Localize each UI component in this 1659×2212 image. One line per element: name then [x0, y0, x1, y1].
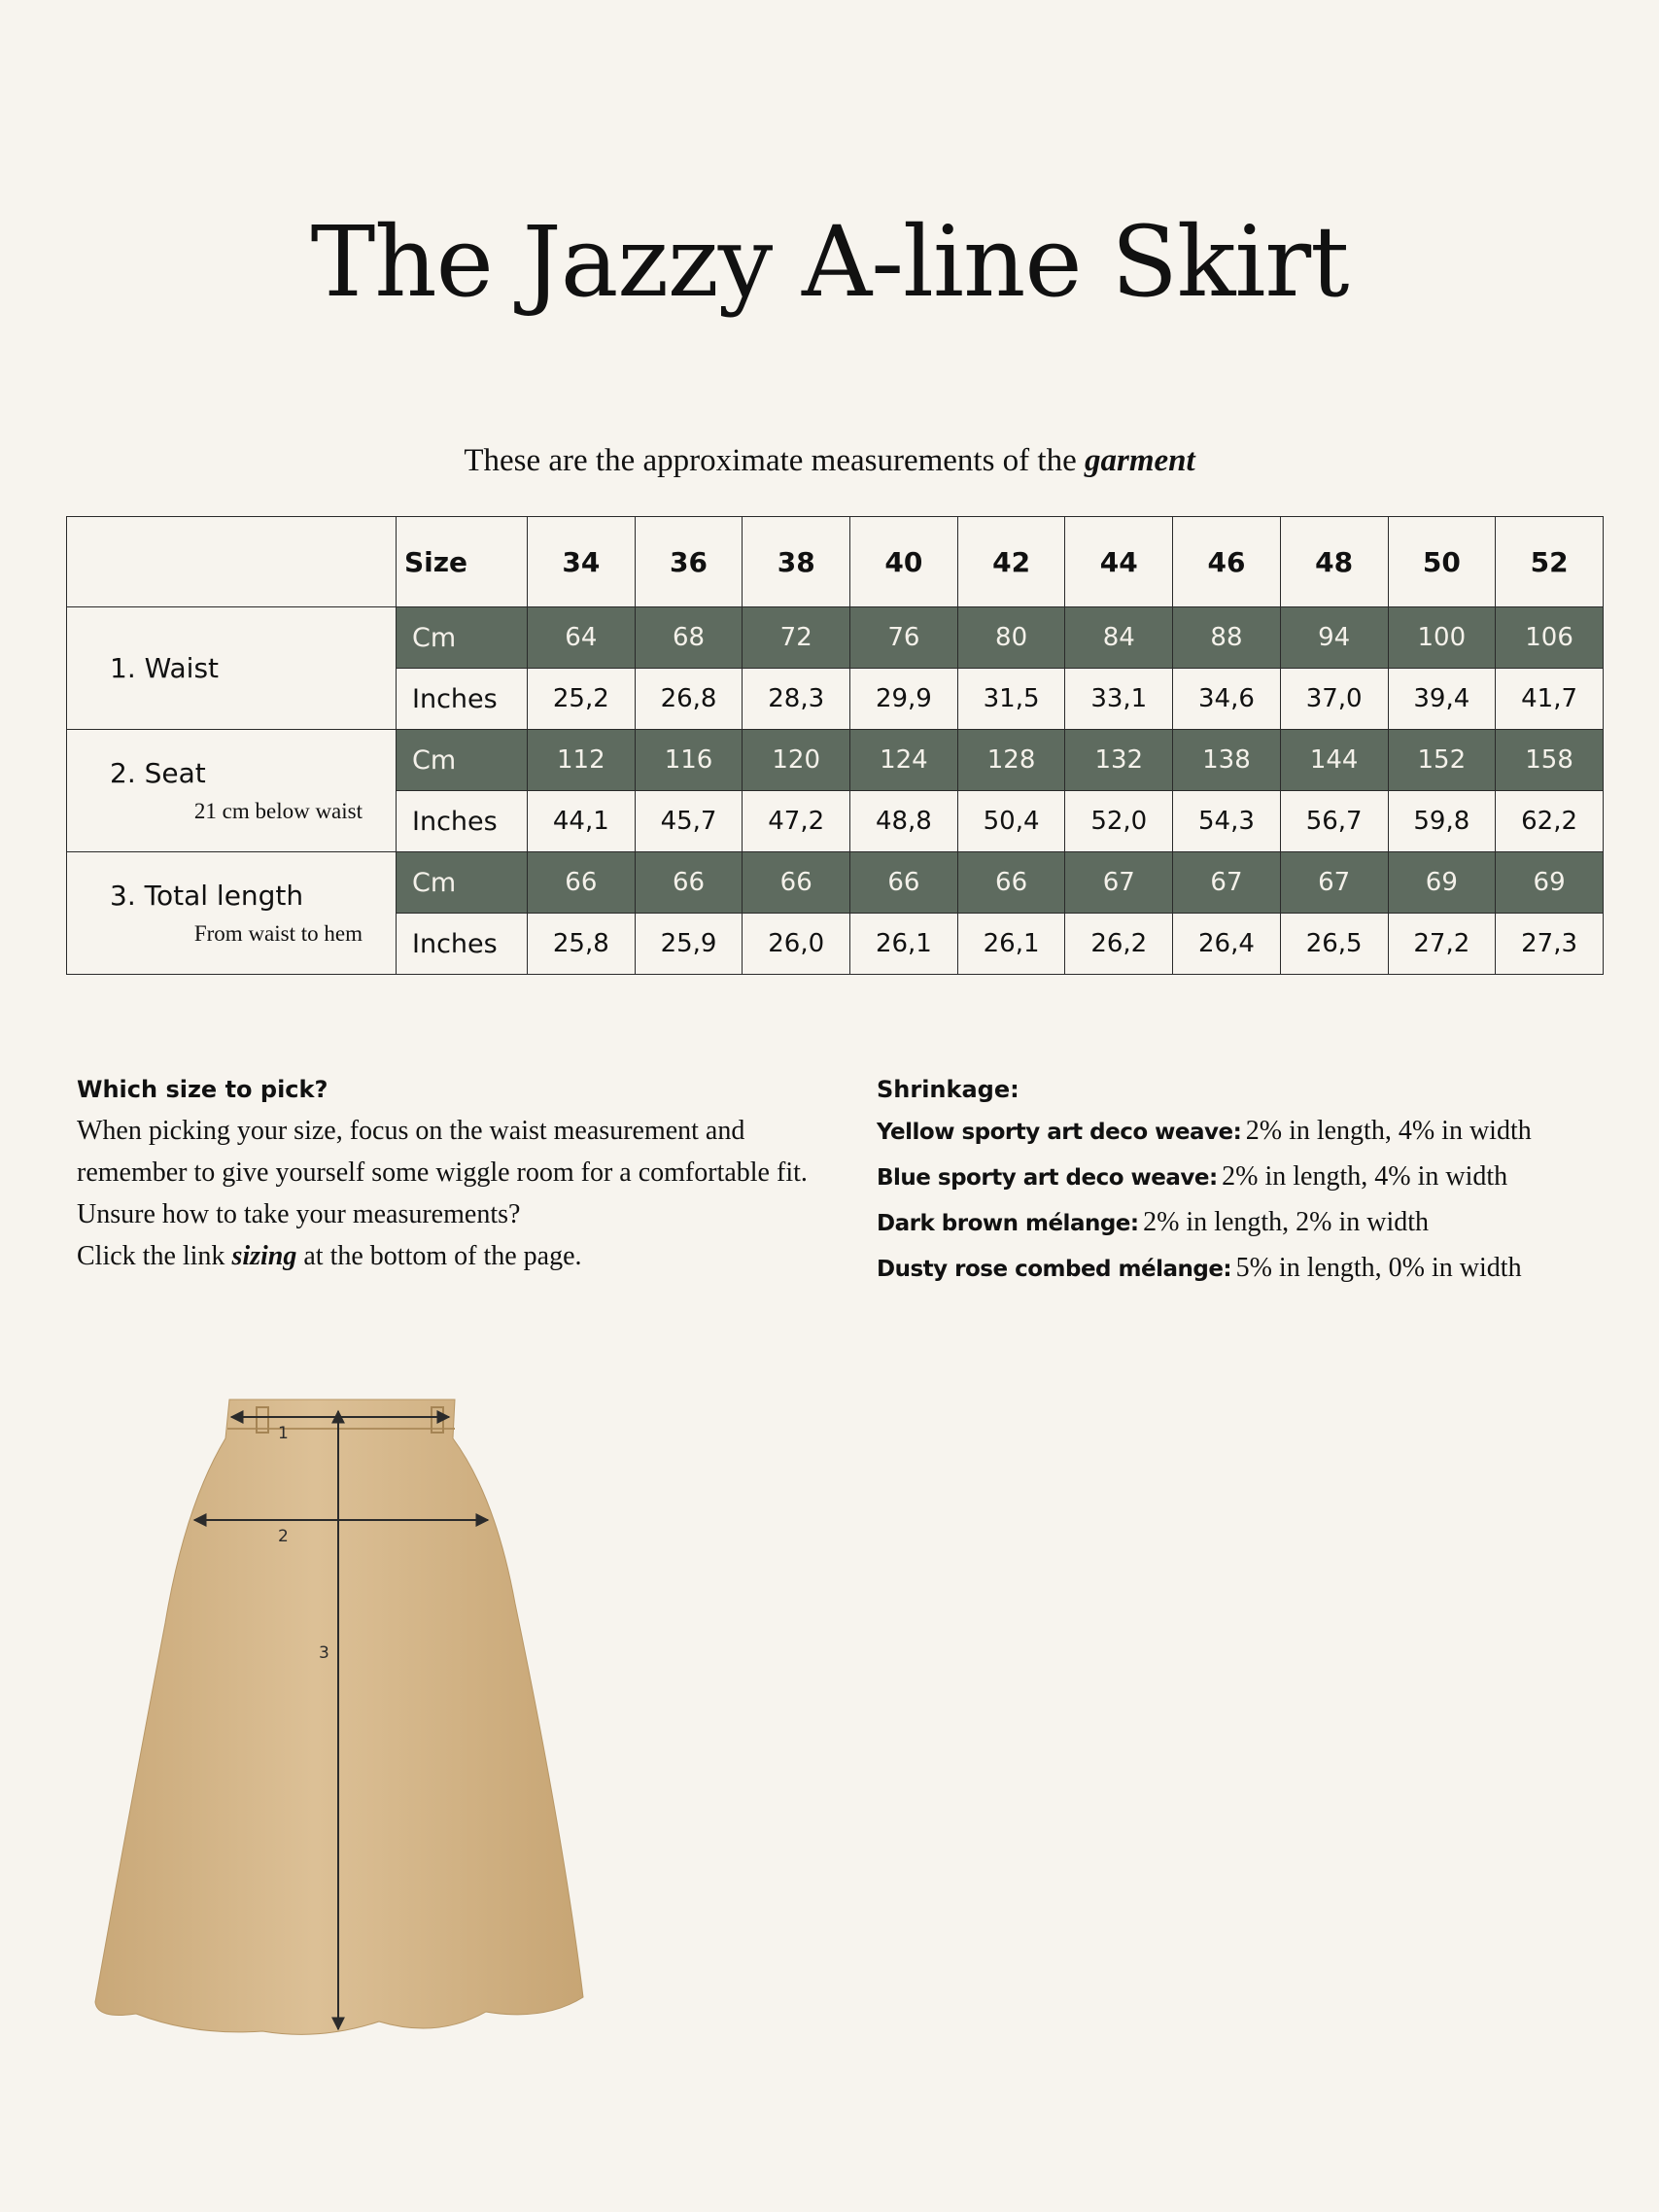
inch-value-cell: 28,3	[743, 669, 850, 730]
shrinkage-list	[877, 1110, 1635, 1293]
waist-label: 1	[278, 1424, 289, 1443]
cm-value-cell: 66	[743, 852, 850, 914]
size-column-header: 52	[1496, 517, 1604, 607]
size-column-header: 50	[1388, 517, 1496, 607]
cm-value-cell: 69	[1388, 852, 1496, 914]
inch-value-cell: 39,4	[1388, 669, 1496, 730]
measurement-label-cell	[67, 852, 397, 975]
cm-value-cell: 66	[635, 852, 743, 914]
measurement-label-wrap	[110, 757, 396, 824]
cm-value-cell: 76	[850, 607, 958, 669]
inch-value-cell: 27,3	[1496, 914, 1604, 975]
shrinkage-item	[877, 1156, 1635, 1201]
measurement-label-wrap	[110, 880, 396, 947]
unit-label-inches: Inches	[397, 914, 528, 975]
page-title: The Jazzy A-line Skirt	[310, 205, 1349, 319]
unit-label-cm: Cm	[397, 607, 528, 669]
inch-value-cell: 33,1	[1065, 669, 1173, 730]
cm-value-cell: 116	[635, 730, 743, 791]
cm-value-cell: 69	[1496, 852, 1604, 914]
inch-value-cell: 41,7	[1496, 669, 1604, 730]
subtitle-text: These are the approximate measurements of the	[464, 443, 1077, 478]
seat-label: 2	[278, 1527, 289, 1546]
cm-value-cell: 66	[528, 852, 636, 914]
inch-value-cell: 37,0	[1280, 669, 1388, 730]
subtitle-emphasis: garment	[1084, 443, 1195, 478]
cm-value-cell: 72	[743, 607, 850, 669]
inch-value-cell: 52,0	[1065, 791, 1173, 852]
cm-value-cell: 68	[635, 607, 743, 669]
advice-link-pre: Click the link	[77, 1241, 225, 1271]
shrinkage-item	[877, 1201, 1635, 1247]
shrinkage-fabric: Yellow sporty art deco weave:	[877, 1120, 1242, 1145]
cm-value-cell: 67	[1173, 852, 1281, 914]
inch-value-cell: 26,4	[1173, 914, 1281, 975]
measurement-label-cell	[67, 730, 397, 852]
cm-value-cell: 158	[1496, 730, 1604, 791]
inch-value-cell: 26,5	[1280, 914, 1388, 975]
sizing-link[interactable]: sizing	[231, 1241, 297, 1271]
measurement-name: 3. Total length	[110, 880, 304, 912]
shrinkage-fabric: Blue sporty art deco weave:	[877, 1165, 1218, 1191]
shrinkage-section	[877, 1069, 1635, 1293]
inch-value-cell: 45,7	[635, 791, 743, 852]
size-column-header: 48	[1280, 517, 1388, 607]
cm-value-cell: 94	[1280, 607, 1388, 669]
size-advice	[77, 1069, 815, 1277]
measurement-row-cm	[67, 730, 1604, 791]
inch-value-cell: 47,2	[743, 791, 850, 852]
size-column-header: 46	[1173, 517, 1281, 607]
shrinkage-value: 2% in length, 4% in width	[1222, 1161, 1508, 1192]
inch-value-cell: 48,8	[850, 791, 958, 852]
inch-value-cell: 25,2	[528, 669, 636, 730]
inch-value-cell: 54,3	[1173, 791, 1281, 852]
cm-value-cell: 64	[528, 607, 636, 669]
inch-value-cell: 25,9	[635, 914, 743, 975]
size-column-header: 34	[528, 517, 636, 607]
shrinkage-value: 5% in length, 0% in width	[1235, 1253, 1522, 1283]
cm-value-cell: 84	[1065, 607, 1173, 669]
advice-text: When picking your size, focus on the waist measurement and remember to give yourself some wiggle room for a comfortable fit.	[77, 1116, 808, 1188]
inch-value-cell: 44,1	[528, 791, 636, 852]
unit-label-cm: Cm	[397, 852, 528, 914]
size-column-header: 36	[635, 517, 743, 607]
size-column-header: 44	[1065, 517, 1173, 607]
measurement-name: 2. Seat	[110, 757, 206, 789]
unit-label-inches: Inches	[397, 791, 528, 852]
size-chart-table	[66, 516, 1604, 975]
inch-value-cell: 50,4	[957, 791, 1065, 852]
cm-value-cell: 132	[1065, 730, 1173, 791]
cm-value-cell: 138	[1173, 730, 1281, 791]
unit-label-cm: Cm	[397, 730, 528, 791]
size-column-header: 38	[743, 517, 850, 607]
measurement-name: 1. Waist	[110, 652, 220, 684]
inch-value-cell: 62,2	[1496, 791, 1604, 852]
cm-value-cell: 66	[850, 852, 958, 914]
cm-value-cell: 144	[1280, 730, 1388, 791]
shrinkage-value: 2% in length, 2% in width	[1143, 1207, 1430, 1237]
inch-value-cell: 26,1	[850, 914, 958, 975]
cm-value-cell: 128	[957, 730, 1065, 791]
cm-value-cell: 124	[850, 730, 958, 791]
cm-value-cell: 152	[1388, 730, 1496, 791]
inch-value-cell: 27,2	[1388, 914, 1496, 975]
inch-value-cell: 56,7	[1280, 791, 1388, 852]
advice-heading: Which size to pick?	[77, 1076, 328, 1103]
measurement-row-cm	[67, 607, 1604, 669]
cm-value-cell: 100	[1388, 607, 1496, 669]
shrinkage-fabric: Dark brown mélange:	[877, 1211, 1139, 1236]
size-column-header: 42	[957, 517, 1065, 607]
size-header: Size	[397, 517, 528, 607]
shrinkage-heading: Shrinkage:	[877, 1076, 1020, 1103]
measurement-row-cm	[67, 852, 1604, 914]
cm-value-cell: 67	[1065, 852, 1173, 914]
inch-value-cell: 26,0	[743, 914, 850, 975]
skirt-measurement-diagram	[87, 1390, 593, 2046]
measurement-label-wrap	[110, 652, 396, 684]
measurement-note: 21 cm below waist	[193, 799, 363, 823]
inch-value-cell: 59,8	[1388, 791, 1496, 852]
cm-value-cell: 66	[957, 852, 1065, 914]
cm-value-cell: 112	[528, 730, 636, 791]
unit-label-inches: Inches	[397, 669, 528, 730]
cm-value-cell: 67	[1280, 852, 1388, 914]
size-column-header: 40	[850, 517, 958, 607]
inch-value-cell: 26,2	[1065, 914, 1173, 975]
inch-value-cell: 26,1	[957, 914, 1065, 975]
subtitle	[0, 439, 1659, 482]
advice-question: Unsure how to take your measurements?	[77, 1199, 521, 1229]
cm-value-cell: 106	[1496, 607, 1604, 669]
cm-value-cell: 120	[743, 730, 850, 791]
inch-value-cell: 31,5	[957, 669, 1065, 730]
length-label: 3	[319, 1643, 329, 1663]
shrinkage-value: 2% in length, 4% in width	[1245, 1116, 1532, 1146]
table-header-row	[67, 517, 1604, 607]
shrinkage-item	[877, 1247, 1635, 1293]
inch-value-cell: 34,6	[1173, 669, 1281, 730]
measurement-label-cell	[67, 607, 397, 730]
cm-value-cell: 80	[957, 607, 1065, 669]
table-corner-cell	[67, 517, 397, 607]
inch-value-cell: 26,8	[635, 669, 743, 730]
shrinkage-item	[877, 1110, 1635, 1156]
measurement-note: From waist to hem	[193, 921, 363, 946]
shrinkage-fabric: Dusty rose combed mélange:	[877, 1257, 1232, 1282]
inch-value-cell: 25,8	[528, 914, 636, 975]
advice-link-post: at the bottom of the page.	[303, 1241, 582, 1271]
advice-link-line	[77, 1235, 815, 1277]
cm-value-cell: 88	[1173, 607, 1281, 669]
inch-value-cell: 29,9	[850, 669, 958, 730]
